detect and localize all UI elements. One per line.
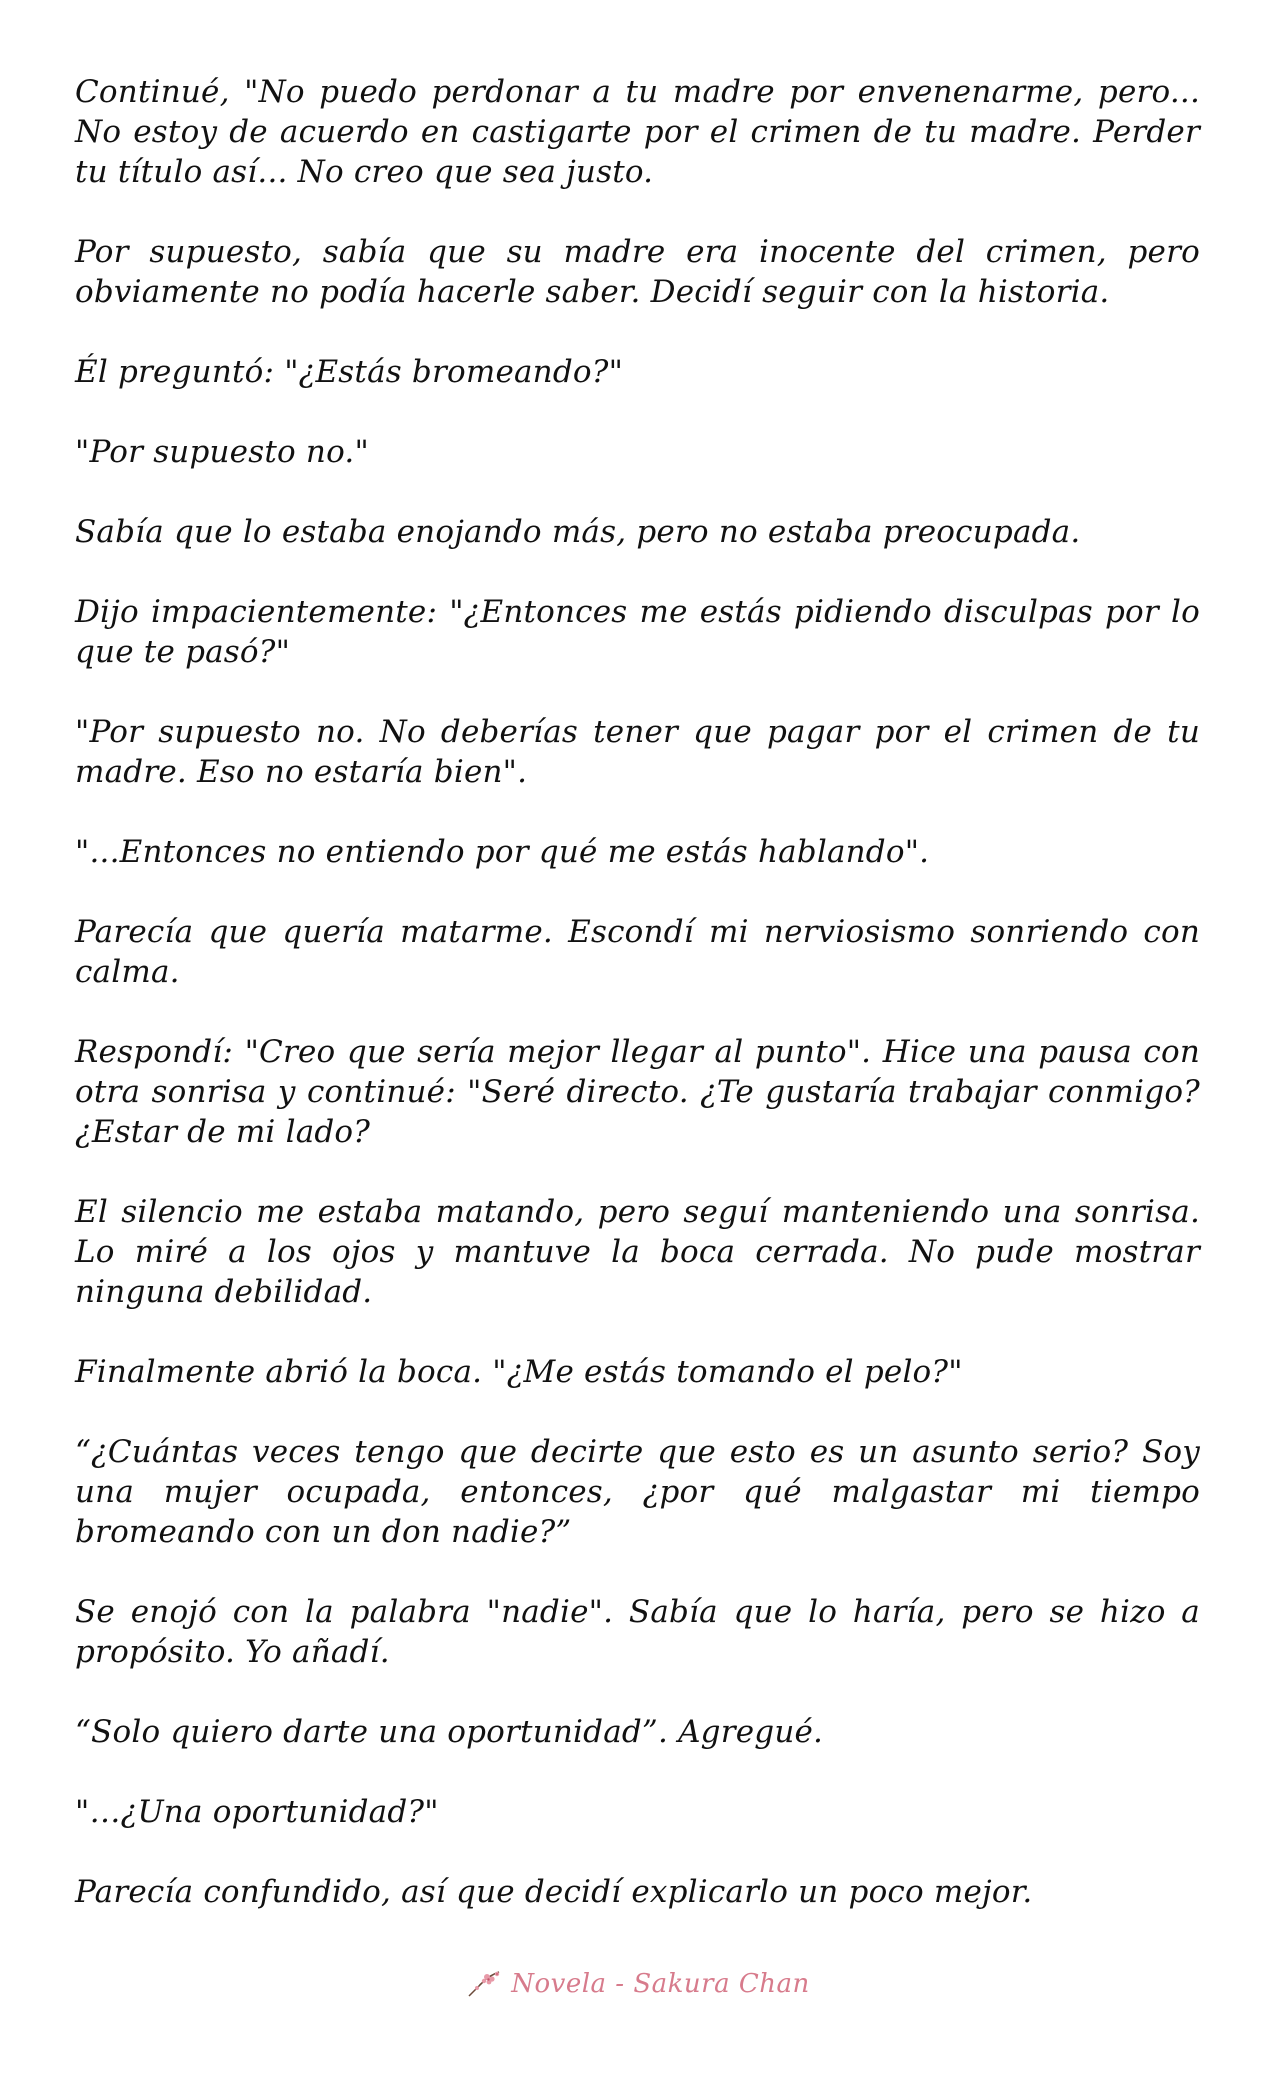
paragraph-14: Se enojó con la palabra "nadie". Sabía que lo haría, pero se hizo a propósito. Yo añadí.	[75, 1594, 1200, 1670]
paragraph-8: "...Entonces no entiendo por qué me estás hablando".	[75, 834, 930, 870]
paragraph-2: Por supuesto, sabía que su madre era inocente del crimen, pero obviamente no podía hacerle saber. Decidí seguir con la historia.	[75, 234, 1200, 310]
paragraph-4: "Por supuesto no."	[75, 434, 369, 470]
footer-watermark	[0, 1968, 1275, 2000]
paragraph-17: Parecía confundido, así que decidí explicarlo un poco mejor.	[75, 1874, 1033, 1910]
paragraph-10: Respondí: "Creo que sería mejor llegar al punto". Hice una pausa con otra sonrisa y continué: "Seré directo. ¿Te gustaría trabajar conmigo? ¿Estar de mi lado?	[75, 1034, 1200, 1150]
paragraph-9: Parecía que quería matarme. Escondí mi nerviosismo sonriendo con calma.	[75, 914, 1200, 990]
paragraph-3: Él preguntó: "¿Estás bromeando?"	[75, 354, 624, 390]
document-body	[75, 72, 1200, 1952]
paragraph-13: “¿Cuántas veces tengo que decirte que esto es un asunto serio? Soy una mujer ocupada, entonces, ¿por qué malgastar mi tiempo bromeando con un don nadie?”	[75, 1434, 1200, 1550]
paragraph-6: Dijo impacientemente: "¿Entonces me estás pidiendo disculpas por lo que te pasó?"	[75, 594, 1200, 670]
footer-credit-text: Novela - Sakura Chan	[511, 1969, 810, 1999]
paragraph-5: Sabía que lo estaba enojando más, pero no estaba preocupada.	[75, 514, 1081, 550]
paragraph-11: El silencio me estaba matando, pero seguí manteniendo una sonrisa. Lo miré a los ojos y mantuve la boca cerrada. No pude mostrar ninguna debilidad.	[75, 1194, 1200, 1310]
paragraph-1: Continué, "No puedo perdonar a tu madre por envenenarme, pero... No estoy de acuerdo en castigarte por el crimen de tu madre. Perder tu título así... No creo que sea justo.	[75, 74, 1200, 190]
sakura-flower-icon	[465, 1968, 505, 2000]
paragraph-15: “Solo quiero darte una oportunidad”. Agregué.	[75, 1714, 824, 1750]
paragraph-12: Finalmente abrió la boca. "¿Me estás tomando el pelo?"	[75, 1354, 963, 1390]
paragraph-16: "…¿Una oportunidad?"	[75, 1794, 439, 1830]
paragraph-7: "Por supuesto no. No deberías tener que pagar por el crimen de tu madre. Eso no estaría bien".	[75, 714, 1200, 790]
